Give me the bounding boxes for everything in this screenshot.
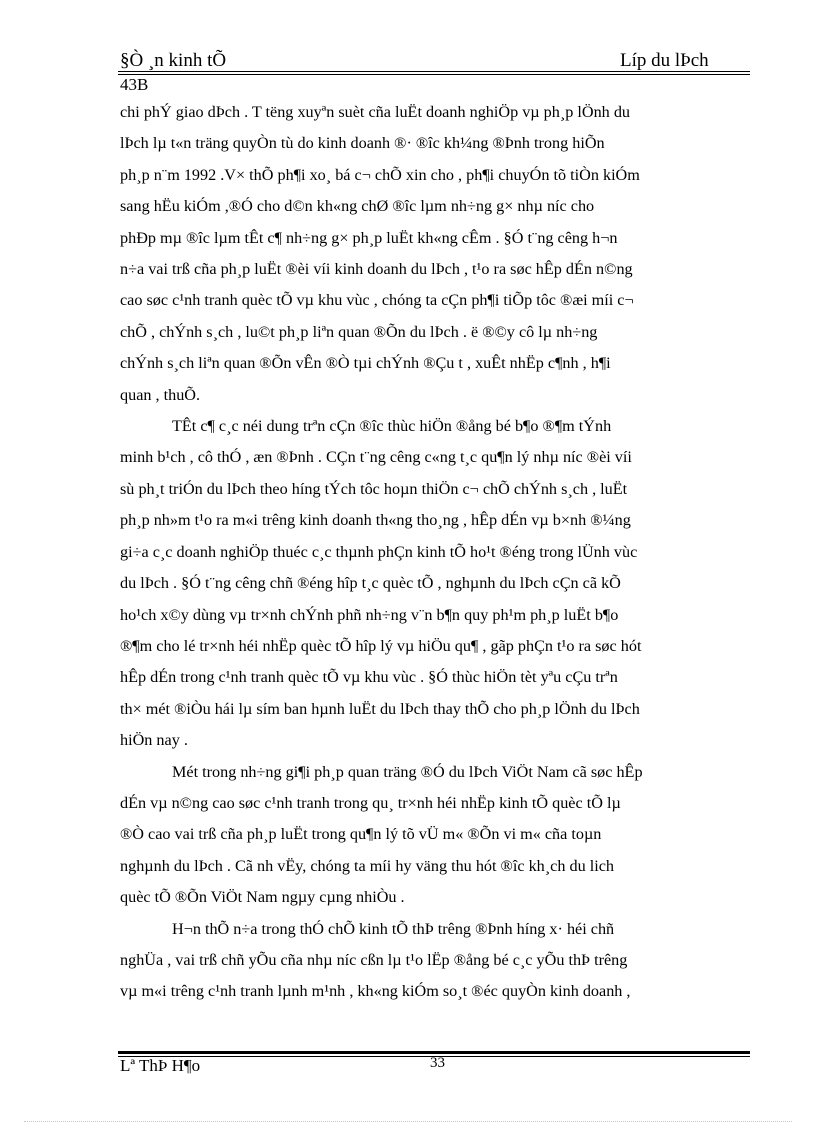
body-line: hÊp dÉn trong c¹nh tranh quèc tÕ vµ khu vùc . §Ó thùc hiÖn tèt yªu cÇu trªn: [120, 668, 618, 687]
body-line: cao søc c¹nh tranh quèc tÕ vµ khu vùc , chóng ta cÇn ph¶i tiÕp tôc ®æi míi c¬: [120, 291, 634, 310]
body-line: dÉn vµ n©ng cao søc c¹nh tranh trong qu¸ tr×nh héi nhËp kinh tÕ quèc tÕ lµ: [120, 793, 621, 812]
body-line: nghµnh du lÞch . Cã nh vËy, chóng ta míi hy väng thu hót ®îc kh¸ch du lich: [120, 856, 614, 875]
body-text: [120, 97, 742, 1008]
header-title-right: Líp du lÞch: [620, 50, 709, 71]
body-line: H¬n thÕ n÷a trong thÓ chÕ kinh tÕ thÞ trêng ®Þnh híng x· héi chñ: [172, 919, 615, 938]
body-line: quèc tÕ ®Õn ViÖt Nam ngµy cµng nhiÒu .: [120, 888, 405, 907]
body-line: ®¶m cho lé tr×nh héi nhËp quèc tÕ hîp lý vµ hiÖu qu¶ , gãp phÇn t¹o ra søc hót: [120, 636, 642, 655]
body-line: quan , thuÕ.: [120, 385, 201, 404]
body-line: Mét trong nh÷ng gi¶i ph¸p quan träng ®Ó du lÞch ViÖt Nam cã søc hÊp: [172, 762, 643, 781]
body-line: nghÜa , vai trß chñ yÕu cña nhµ níc cßn lµ t¹o lËp ®ång bé c¸c yÕu thÞ trêng: [120, 950, 628, 969]
body-line: minh b¹ch , cô thÓ , æn ®Þnh . CÇn t¨ng cêng c«ng t¸c qu¶n lý nhµ níc ®èi víi: [120, 448, 632, 467]
header-class-code: 43B: [120, 75, 149, 94]
body-line: chi phÝ giao dÞch . T tëng xuyªn suèt cña luËt doanh nghiÖp vµ ph¸p lÖnh du: [120, 103, 631, 121]
body-line: ph¸p n¨m 1992 .V× thÕ ph¶i xo¸ bá c¬ chÕ xin cho , ph¶i chuyÓn tõ tiÒn kiÓm: [120, 165, 640, 184]
body-line: sù ph¸t triÓn du lÞch theo híng tÝch tôc hoµn thiÖn c¬ chÕ chÝnh s¸ch , luËt: [120, 479, 628, 498]
header-title-left: §Ò ¸n kinh tÕ: [120, 50, 227, 71]
body-line: ho¹ch x©y dùng vµ tr×nh chÝnh phñ nh÷ng v¨n b¶n quy ph¹m ph¸p luËt b¶o: [120, 605, 619, 624]
body-line: lÞch lµ t«n träng quyÒn tù do kinh doanh ®· ®îc kh¼ng ®Þnh trong hiÕn: [120, 134, 605, 153]
body-line: TÊt c¶ c¸c néi dung trªn cÇn ®îc thùc hiÖn ®ång bé b¶o ®¶m tÝnh: [172, 417, 612, 436]
body-line: ph¸p nh»m t¹o ra m«i trêng kinh doanh th«ng tho¸ng , hÊp dÉn vµ b×nh ®¼ng: [120, 511, 631, 530]
body-line: th× mét ®iÒu hái lµ sím ban hµnh luËt du lÞch thay thÕ cho ph¸p lÖnh du lÞch: [120, 699, 640, 718]
body-line: hiÖn nay .: [120, 731, 188, 750]
body-line: chÝnh s¸ch liªn quan ®Õn vÊn ®Ò tµi chÝnh ®Çu t , xuÊt nhËp c¶nh , h¶i: [120, 354, 611, 373]
page-bottom-border: [24, 1121, 792, 1122]
body-line: ®Ò cao vai trß cña ph¸p luËt trong qu¶n lý tõ vÜ m« ®Õn vi m« cña toµn: [120, 825, 602, 844]
header-rule-secondary: [118, 74, 750, 75]
body-line: chÕ , chÝnh s¸ch , lu©t ph¸p liªn quan ®Õn du lÞch . ë ®©y cô lµ nh÷ng: [120, 322, 598, 341]
body-line: gi÷a c¸c doanh nghiÖp thuéc c¸c thµnh phÇn kinh tÕ ho¹t ®éng trong lÜnh vùc: [120, 542, 638, 561]
footer-author: Lª ThÞ H¶o: [120, 1056, 201, 1075]
body-line: n÷a vai trß cña ph¸p luËt ®èi víi kinh doanh du lÞch , t¹o ra søc hÊp dÉn n©ng: [120, 260, 633, 279]
body-line: phÐp mµ ®îc lµm tÊt c¶ nh÷ng g× ph¸p luËt kh«ng cÊm . §Ó t¨ng cêng h¬n: [120, 228, 618, 247]
body-line: sang hËu kiÓm ,®Ó cho d©n kh«ng chØ ®îc lµm nh÷ng g× nhµ níc cho: [120, 197, 595, 216]
page-number: 33: [430, 1055, 445, 1071]
body-line: du lÞch . §Ó t¨ng cêng chñ ®éng hîp t¸c quèc tÕ , nghµnh du lÞch cÇn cã kÕ: [120, 574, 621, 593]
header-rule: [118, 71, 750, 72]
body-line: vµ m«i trêng c¹nh tranh lµnh m¹nh , kh«ng kiÓm so¸t ®éc quyÒn kinh doanh ,: [120, 982, 631, 1001]
